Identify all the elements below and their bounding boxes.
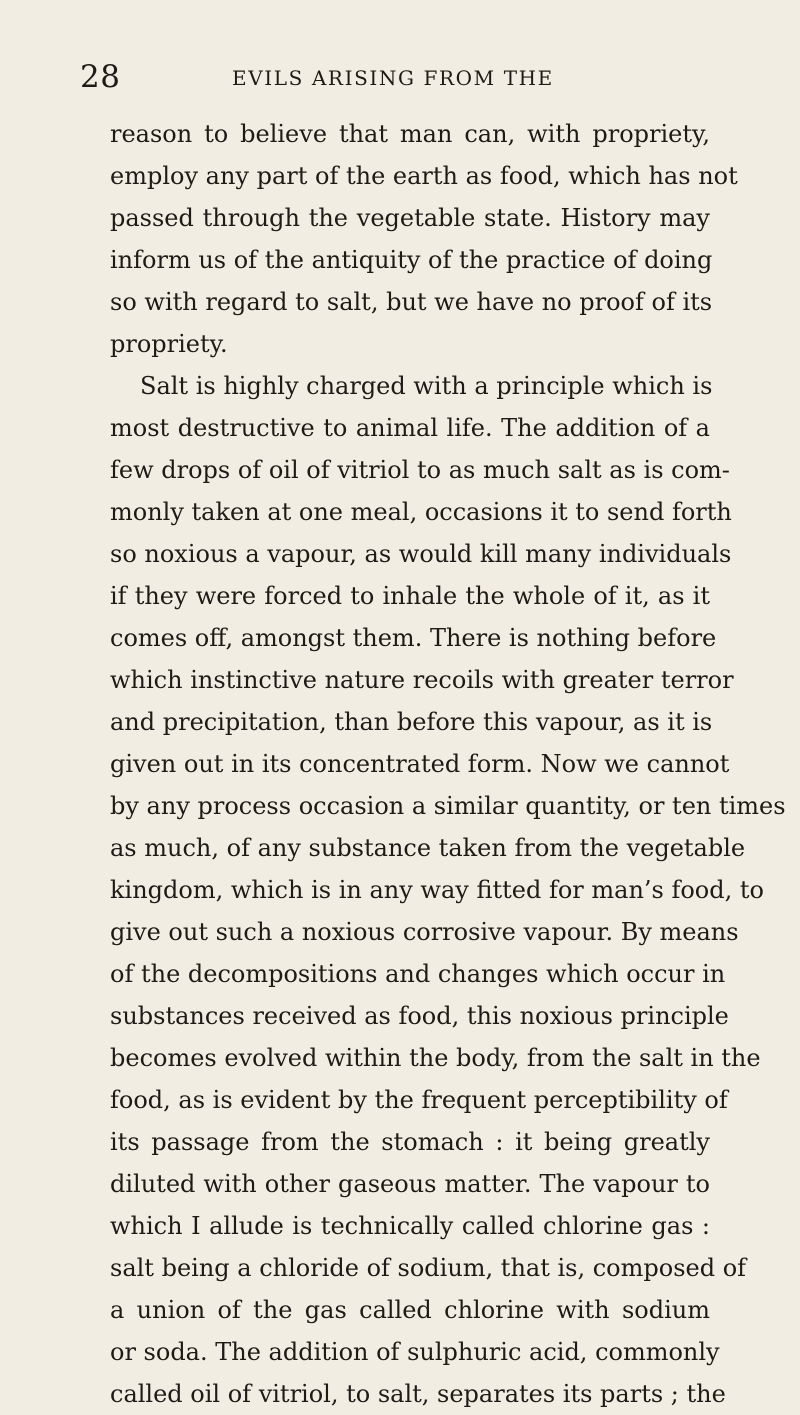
text-line: as much, of any substance taken from the vegetable	[110, 834, 746, 862]
text-line: which instinctive nature recoils with greater terror	[110, 666, 734, 694]
text-line: and precipitation, than before this vapour, as it is	[110, 708, 713, 736]
text-line: substances received as food, this noxious principle	[110, 1002, 729, 1030]
body-text	[110, 113, 786, 1415]
text-line: or soda. The addition of sulphuric acid, commonly	[110, 1338, 720, 1366]
text-line: kingdom, which is in any way fitted for man’s food, to	[110, 876, 764, 904]
text-line: so noxious a vapour, as would kill many individuals	[110, 540, 732, 568]
text-line: which I allude is technically called chlorine gas :	[110, 1212, 710, 1240]
text-line: comes off, amongst them. There is nothing before	[110, 624, 717, 652]
text-line: becomes evolved within the body, from the salt in the	[110, 1044, 761, 1072]
text-line: a union of the gas called chlorine with sodium	[110, 1296, 710, 1324]
text-line: diluted with other gaseous matter. The vapour to	[110, 1170, 710, 1198]
text-line: most destructive to animal life. The addition of a	[110, 414, 710, 442]
page-number: 28	[80, 59, 121, 95]
running-head: EVILS ARISING FROM THE	[232, 66, 554, 90]
text-line: salt being a chloride of sodium, that is, composed of	[110, 1254, 747, 1282]
text-line: given out in its concentrated form. Now we cannot	[110, 750, 730, 778]
text-line: if they were forced to inhale the whole of it, as it	[110, 582, 710, 610]
text-line: few drops of oil of vitriol to as much salt as is com-	[110, 456, 730, 484]
text-line: so with regard to salt, but we have no proof of its	[110, 288, 713, 316]
text-line: inform us of the antiquity of the practice of doing	[110, 246, 713, 274]
text-line: of the decompositions and changes which occur in	[110, 960, 726, 988]
text-line: by any process occasion a similar quantity, or ten times	[110, 792, 786, 820]
text-line: give out such a noxious corrosive vapour. By means	[110, 918, 739, 946]
text-line: reason to believe that man can, with propriety,	[110, 120, 710, 148]
text-line: passed through the vegetable state. History may	[110, 204, 710, 232]
text-line: propriety.	[110, 330, 228, 358]
text-line: food, as is evident by the frequent perceptibility of	[110, 1086, 728, 1114]
text-line: monly taken at one meal, occasions it to send forth	[110, 498, 732, 526]
text-line: employ any part of the earth as food, which has not	[110, 162, 738, 190]
text-line: called oil of vitriol, to salt, separates its parts ; the	[110, 1380, 726, 1408]
text-line: its passage from the stomach : it being greatly	[110, 1128, 710, 1156]
text-line: Salt is highly charged with a principle which is	[140, 372, 713, 400]
